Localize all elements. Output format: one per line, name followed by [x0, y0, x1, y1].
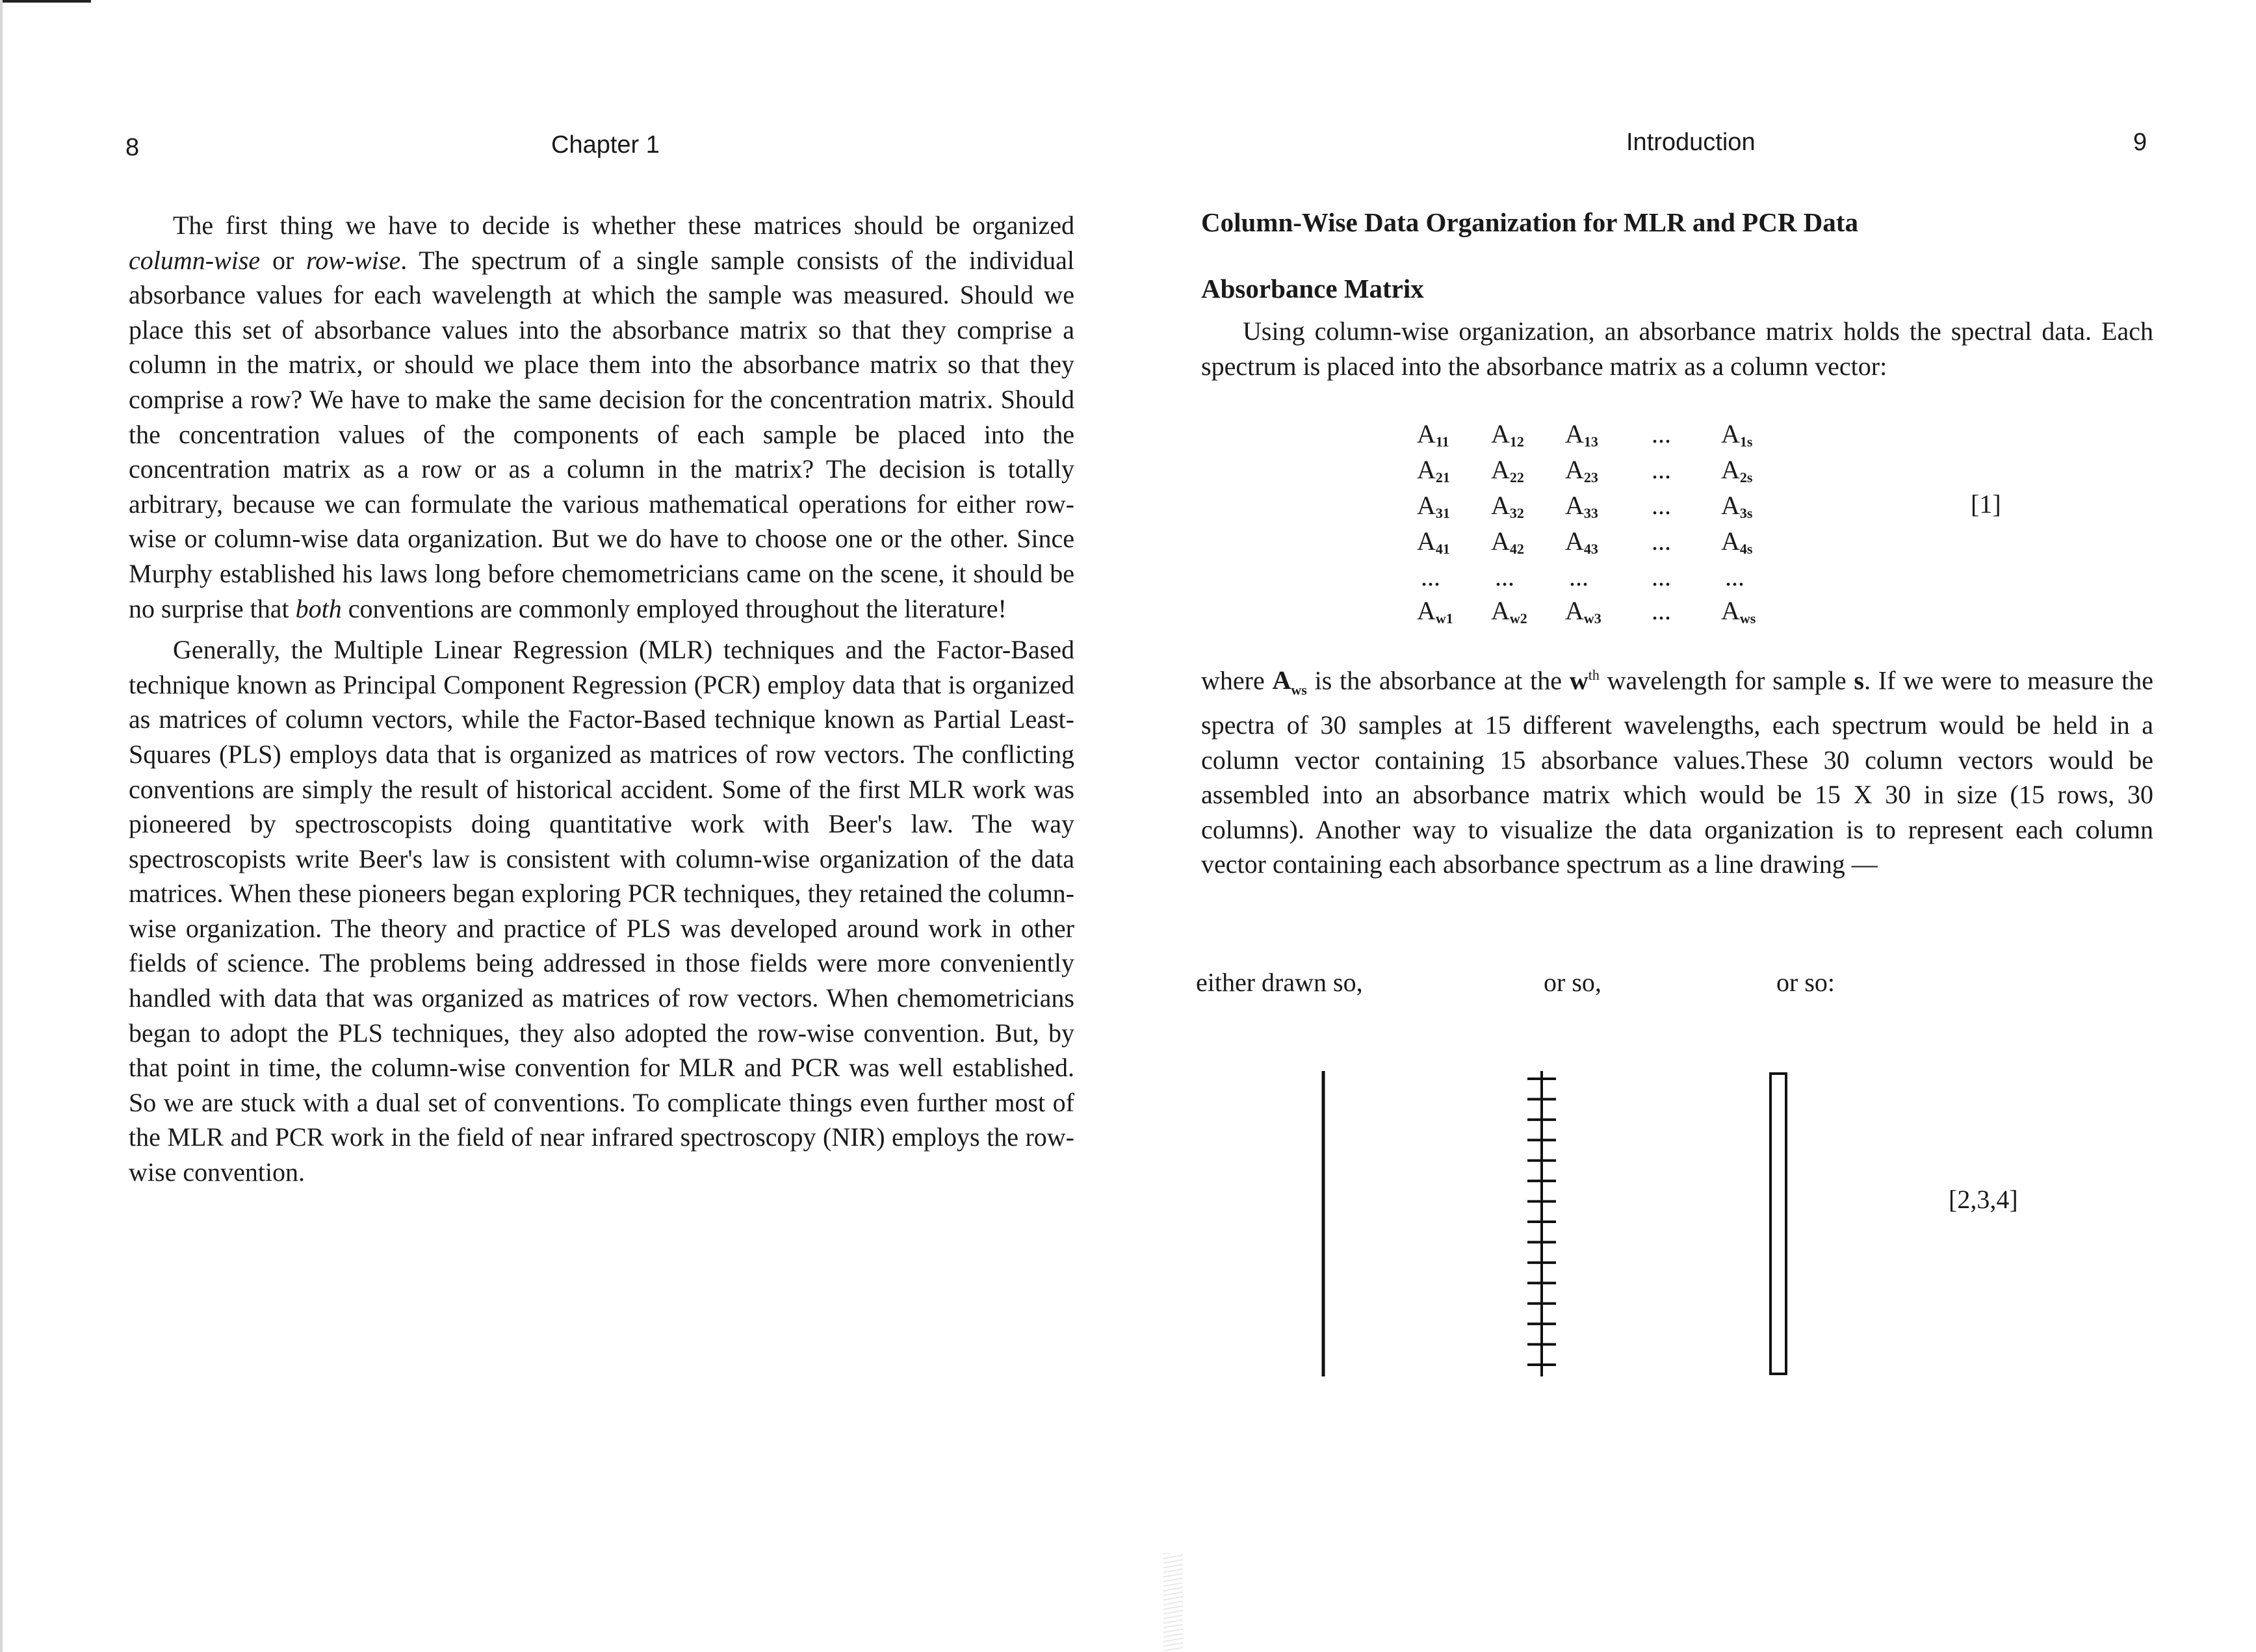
explanation-part-3: . If we were to measure the spectra of 30 samples at 15 different wavelengths, each spectrum would be held in a column vector containing 15 absorbance values.These 30 column vectors would be assembled into an absorbance matrix which would be 15 X 30 in size (15 rows, 30 columns). Another way to visualize the data organization is to represent each column vector containing each absorbance spectrum as a line drawing —: [1201, 665, 2153, 879]
matrix-cell: $A_{2s}$: [1721, 455, 1753, 485]
paragraph-1: The first thing we have to decide is whether these matrices should be organized column-wise or row-wise. The spectrum of a single sample consists of the individual absorbance values for each wavelength at which the sample was measured. Should we place this set of absorbance values into the absorbance matrix so that they comprise a column in the matrix, or should we place them into the absorbance matrix so that they comprise a row? We have to make the same decision for the concentration matrix. Should the concentration values of the components of each sample be placed into the concentration matrix as a row or as a column in the matrix? The decision is totally arbitrary, because we can formulate the various mathematical operations for either row-wise or column-wise data organization. But we do have to choose one or the other. Since Murphy established his laws long before chemometricians came on the scene, it should be no surprise that both conventions are commonly employed throughout the literature!: [129, 211, 1074, 623]
drawing-label-3: or so:: [1776, 968, 1835, 997]
tick-line-drawing: [1527, 1071, 1556, 1376]
matrix-cell: $A_{23}$: [1565, 455, 1598, 485]
matrix-cell: ...: [1652, 526, 1671, 556]
w-superscript: th: [1588, 667, 1600, 683]
matrix-cell: $A_{w1}$: [1417, 596, 1453, 626]
matrix-cell: $A_{21}$: [1417, 455, 1450, 485]
matrix-cell: ...: [1652, 562, 1671, 591]
matrix-cell: ...: [1421, 562, 1440, 591]
box-drawing: [1770, 1074, 1786, 1374]
scan-gutter-mark: [1163, 1553, 1183, 1651]
matrix-cell: $A_{32}$: [1491, 491, 1524, 521]
matrix-cell: ...: [1652, 491, 1671, 520]
matrix-cell: $A_{ws}$: [1721, 596, 1756, 626]
section-heading: Column-Wise Data Organization for MLR and PCR Data: [1201, 207, 1858, 237]
matrix-cell: ...: [1725, 562, 1744, 591]
matrix-cell: $A_{4s}$: [1721, 526, 1753, 557]
equation-number-1: [1]: [1971, 489, 2001, 519]
matrix-cell: $A_{1s}$: [1721, 419, 1753, 450]
equation-number-2: [2,3,4]: [1949, 1185, 2018, 1214]
right-running-head: Introduction: [1626, 129, 1756, 156]
explanation-part-1: is the absorbance at the: [1306, 665, 1570, 695]
left-running-head: Chapter 1: [551, 131, 660, 159]
matrix-cell: $A_{w3}$: [1565, 596, 1601, 626]
matrix-cell: $A_{41}$: [1417, 526, 1450, 557]
explanation-where: where: [1201, 665, 1265, 695]
matrix-cell: ...: [1652, 455, 1671, 484]
intro-paragraph-text: Using column-wise organization, an absorbance matrix holds the spectral data. Each spectrum is placed into the absorbance matrix as a column vector:: [1201, 316, 2153, 381]
matrix-cell: $A_{31}$: [1417, 491, 1450, 521]
aws-symbol: A: [1272, 665, 1291, 695]
drawing-label-1: either drawn so,: [1196, 968, 1363, 997]
matrix-cell: $A_{12}$: [1491, 419, 1524, 450]
matrix-cell: $A_{13}$: [1565, 419, 1598, 450]
matrix-cell: $A_{3s}$: [1721, 491, 1753, 521]
matrix-cell: ...: [1569, 562, 1588, 591]
right-page-number: 9: [2133, 129, 2147, 156]
explanation-part-2: wavelength for sample: [1599, 665, 1854, 695]
paragraph-2: Generally, the Multiple Linear Regression (MLR) techniques and the Factor-Based technique known as Principal Component Regression (PCR) employ data that is organized as matrices of column vectors, while the Factor-Based technique known as Partial Least-Squares (PLS) employs data that is organized as matrices of row vectors. The conflicting conventions are simply the result of historical accident. Some of the first MLR work was pioneered by spectroscopists doing quantitative work with Beer's law. The way spectroscopists write Beer's law is consistent with column-wise organization of the data matrices. When these pioneers began exploring PCR techniques, they retained the column-wise organization. The theory and practice of PLS was developed around work in other fields of science. The problems being addressed in those fields were more conveniently handled with data that was organized as matrices of row vectors. When chemometricians began to adopt the PLS techniques, they also adopted the row-wise convention. But, by that point in time, the column-wise convention for MLR and PCR was well established. So we are stuck with a dual set of conventions. To complicate things even further most of the MLR and PCR work in the field of near infrared spectroscopy (NIR) employs the row-wise convention.: [129, 635, 1074, 1187]
matrix-cell: $A_{43}$: [1565, 526, 1598, 557]
aws-subscript: ws: [1291, 682, 1307, 699]
matrix-cell: $A_{22}$: [1491, 455, 1524, 485]
matrix-cell: ...: [1652, 596, 1671, 625]
matrix-cell: ...: [1652, 419, 1671, 448]
matrix-cell: $A_{11}$: [1417, 419, 1449, 450]
s-label: s: [1854, 665, 1864, 695]
matrix-cell: $A_{42}$: [1491, 526, 1524, 557]
left-page-number: 8: [125, 134, 140, 161]
subsection-heading: Absorbance Matrix: [1201, 274, 1424, 303]
w-label: w: [1569, 665, 1588, 695]
matrix-cell: $A_{33}$: [1565, 491, 1598, 521]
matrix-cell: ...: [1495, 562, 1514, 591]
drawing-label-2: or so,: [1544, 968, 1601, 997]
matrix-cell: $A_{w2}$: [1491, 596, 1527, 626]
